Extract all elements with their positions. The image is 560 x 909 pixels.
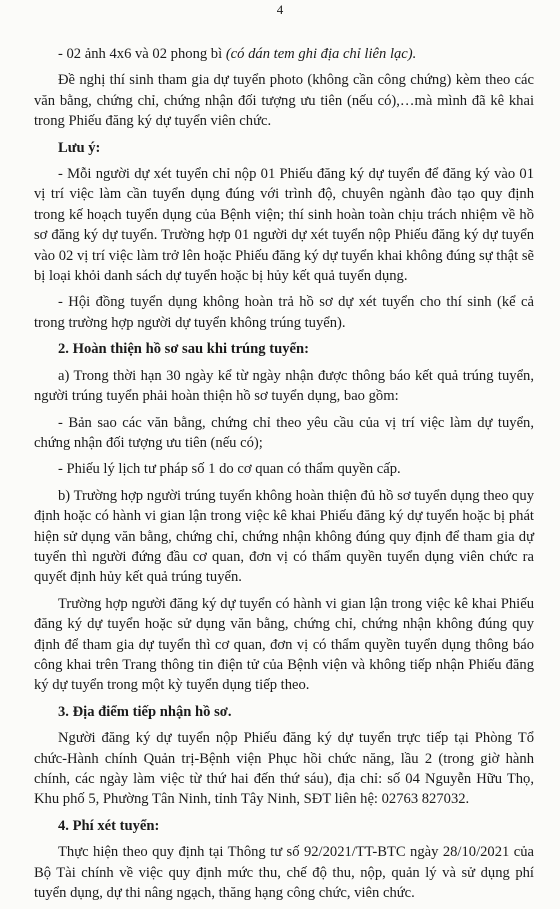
paragraph-2a-item-1: - Bản sao các văn bằng, chứng chỉ theo yêu cầu của vị trí việc làm dự tuyển, chứng nhận đối tượng ưu tiên (nếu có); — [34, 414, 534, 451]
paragraph-2a: a) Trong thời hạn 30 ngày kể từ ngày nhận được thông báo kết quả trúng tuyển, người trúng tuyển phải hoàn thiện hồ sơ tuyển dụng, bao gồm: — [34, 367, 534, 405]
paragraph-fee: Thực hiện theo quy định tại Thông tư số 92/2021/TT-BTC ngày 28/10/2021 của Bộ Tài chính về việc quy định mức thu, chế độ thu, nộp, quản lý và sử dụng phí tuyển dụng, dự thi nâng ngạch, thăng hạng công chức, viên chức. — [34, 844, 534, 902]
paragraph-photos-text: - 02 ảnh 4x6 và 02 phong bì — [58, 46, 226, 62]
section-2-heading: 2. Hoàn thiện hồ sơ sau khi trúng tuyển: — [58, 341, 309, 358]
page-number: 4 — [276, 2, 284, 17]
document-body — [34, 44, 534, 909]
paragraph-photos-note: (có dán tem ghi địa chỉ liên lạc). — [225, 46, 417, 62]
section-4-heading: 4. Phí xét tuyển: — [58, 817, 160, 834]
paragraph-2a-item-2: - Phiếu lý lịch tư pháp số 1 do cơ quan có thẩm quyền cấp. — [58, 461, 401, 478]
paragraph-copies: Đề nghị thí sinh tham gia dự tuyển photo (không cần công chứng) kèm theo các văn bằng, chứng chỉ, chứng nhận đối tượng ưu tiên (nếu có),…mà mình đã kê khai trong Phiếu đăng ký dự tuyển viên chức. — [34, 72, 534, 130]
paragraph-note-no-return: - Hội đồng tuyển dụng không hoàn trả hồ sơ dự xét tuyển cho thí sinh (kể cả trong trường hợp người dự tuyển không trúng tuyển). — [34, 294, 534, 331]
paragraph-photos — [34, 44, 534, 64]
section-3-heading: 3. Địa điểm tiếp nhận hồ sơ. — [58, 703, 232, 720]
paragraph-2b: b) Trường hợp người trúng tuyển không hoàn thiện đủ hồ sơ tuyển dụng theo quy định hoặc có hành vi gian lận trong việc kê khai Phiếu đăng ký dự tuyển hoặc bị phát hiện sử dụng văn bằng, chứng chỉ, chứng nhận không đúng quy định để tham gia dự tuyển thì người đứng đầu cơ quan, đơn vị có thẩm quyền tuyển dụng viên chức ra quyết định hủy kết quả trúng tuyển. — [34, 487, 534, 586]
paragraph-note-single-form: - Mỗi người dự xét tuyển chỉ nộp 01 Phiếu đăng ký dự tuyển để đăng ký vào 01 vị trí việc làm cần tuyển dụng đúng với trình độ, chuyên ngành đào tạo quy định trong kế hoạch tuyển dụng của Bệnh viện; thí sinh hoàn toàn chịu trách nhiệm về hồ sơ đăng ký dự tuyển. Trường hợp 01 người dự xét tuyển nộp Phiếu đăng ký dự tuyển vào 02 vị trí việc làm trở lên hoặc Phiếu đăng ký dự tuyển khai không đúng sự thật sẽ bị loại khỏi danh sách dự tuyển hoặc bị hủy kết quả tuyển dụng. — [34, 166, 534, 285]
paragraph-location: Người đăng ký dự tuyển nộp Phiếu đăng ký dự tuyển trực tiếp tại Phòng Tổ chức-Hành chính Quản trị-Bệnh viện Phục hồi chức năng, lầu 2 (trong giờ hành chính, các ngày làm việc từ thứ hai đến thứ sáu), địa chỉ: số 04 Nguyễn Hữu Thọ, Khu phố 5, Phường Tân Ninh, tỉnh Tây Ninh, SĐT liên hệ: 02763 827032. — [34, 730, 534, 808]
paragraph-fraud: Trường hợp người đăng ký dự tuyển có hành vi gian lận trong việc kê khai Phiếu đăng ký dự tuyển hoặc sử dụng văn bằng, chứng chỉ, chứng nhận không đúng quy định để tham gia dự tuyển thì cơ quan, đơn vị có thẩm quyền tuyển dụng thông báo công khai trên Trang thông tin điện tử của Bệnh viện và không tiếp nhận Phiếu đăng ký dự tuyển trong một kỳ tuyển dụng tiếp theo. — [34, 595, 534, 694]
note-heading: Lưu ý: — [58, 139, 101, 156]
